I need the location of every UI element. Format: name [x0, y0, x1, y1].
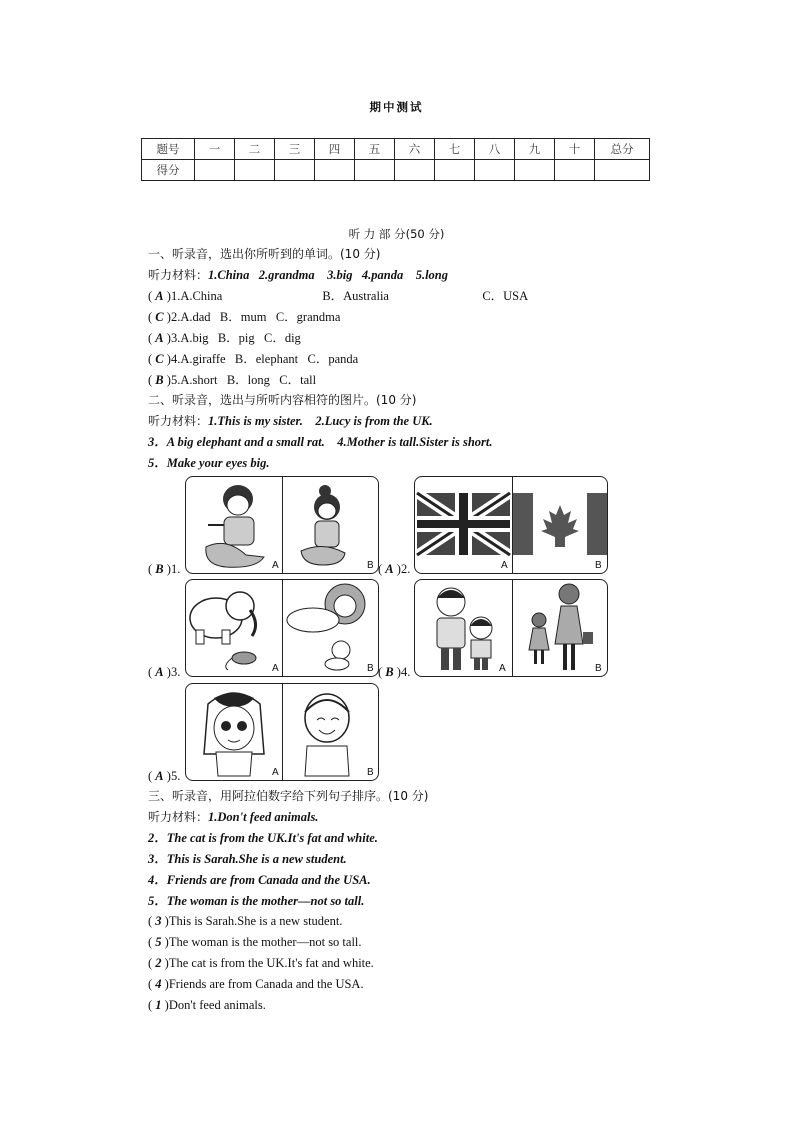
picture-option-a[interactable]: [415, 477, 512, 573]
score-input-cell[interactable]: [195, 160, 235, 181]
lion-and-dog-icon: [283, 580, 378, 676]
answer: 5: [155, 935, 162, 949]
picture-option-a[interactable]: [186, 684, 282, 780]
answer: C: [155, 310, 164, 324]
answer: 1: [155, 998, 162, 1012]
part1-question-5: ( B )5.A.short B．long C．tall: [148, 373, 317, 387]
material-text: 1.This is my sister. 2.Lucy is from the UK.: [208, 414, 433, 428]
option-b: B．Australia: [322, 289, 389, 303]
part3-answer-2: ( 5 )The woman is the mother—not so tall.: [148, 935, 362, 949]
part1-question-4: ( C )4.A.giraffe B．elephant C．panda: [148, 352, 359, 366]
picture-option-b[interactable]: [283, 477, 378, 573]
part2-question-3: ( A )3.: [148, 665, 181, 679]
material-label: 听力材料：: [148, 268, 209, 282]
picture-option-a[interactable]: [186, 477, 282, 573]
part3-material-line: 5．The woman is the mother—not so tall.: [148, 894, 365, 908]
label-b: B: [367, 767, 374, 778]
part2-question-1: ( B )1.: [148, 562, 181, 576]
label-b: B: [367, 560, 374, 571]
part3-material-line: 2．The cat is from the UK.It's fat and white.: [148, 831, 378, 845]
score-input-cell[interactable]: [355, 160, 395, 181]
option-c: C．grandma: [275, 310, 341, 324]
picture-pair-5: [185, 683, 379, 781]
part2-question-4: ( B )4.: [378, 665, 411, 679]
score-input-cell[interactable]: [395, 160, 435, 181]
option-b: B．long: [226, 373, 270, 387]
part3-material-line: 3．This is Sarah.She is a new student.: [148, 852, 347, 866]
option-b: B．elephant: [234, 352, 299, 366]
sentence: This is Sarah.She is a new student.: [168, 914, 343, 928]
answer: A: [155, 331, 164, 345]
picture-option-b[interactable]: [283, 580, 378, 676]
table-cell: 八: [475, 139, 515, 160]
part1-heading: 一、听录音，选出你所听到的单词。(10 分): [148, 247, 381, 261]
score-input-cell[interactable]: [555, 160, 595, 181]
sentence: Don't feed animals.: [168, 998, 266, 1012]
label-a: A: [272, 767, 279, 778]
question-number: 2.: [170, 310, 181, 324]
score-table-header-row: [142, 139, 650, 160]
option-b: B．mum: [219, 310, 267, 324]
question-number: 3.: [170, 331, 181, 345]
woman-and-girl-icon: [513, 580, 607, 676]
elephant-and-rat-icon: [186, 580, 282, 676]
score-input-cell[interactable]: [475, 160, 515, 181]
table-cell: 题号: [142, 139, 195, 160]
answer: A: [385, 562, 394, 576]
label-a: A: [499, 663, 506, 674]
option-c: C．USA: [482, 289, 529, 303]
picture-pair-1: [185, 476, 379, 574]
picture-pair-3: [185, 579, 379, 677]
part2-material: [148, 413, 433, 429]
table-cell: 一: [195, 139, 235, 160]
part2-question-5: ( A )5.: [148, 769, 181, 783]
table-cell: 三: [275, 139, 315, 160]
score-input-cell[interactable]: [435, 160, 475, 181]
part3-answer-4: ( 4 )Friends are from Canada and the USA.: [148, 977, 364, 991]
material-text: 1.China 2.grandma 3.big 4.panda 5.long: [208, 268, 448, 282]
score-input-cell[interactable]: [315, 160, 355, 181]
answer: A: [155, 769, 164, 783]
part1-question-3: ( A )3.A.big B．pig C．dig: [148, 331, 301, 345]
label-a: A: [501, 560, 508, 571]
table-cell: 总分: [595, 139, 650, 160]
question-number: 2.: [400, 562, 411, 576]
picture-option-b[interactable]: [513, 477, 607, 573]
part2-material-line2: 3．A big elephant and a small rat. 4.Mother is tall.Sister is short.: [148, 435, 493, 449]
table-cell: 十: [555, 139, 595, 160]
part3-answer-5: ( 1 )Don't feed animals.: [148, 998, 266, 1012]
score-input-cell[interactable]: [515, 160, 555, 181]
part3-material-line: 4．Friends are from Canada and the USA.: [148, 873, 371, 887]
question-number: 1.: [170, 562, 181, 576]
score-input-cell[interactable]: [235, 160, 275, 181]
option-b: B．pig: [217, 331, 255, 345]
question-number: 3.: [170, 665, 181, 679]
table-cell: 得分: [142, 160, 195, 181]
picture-option-a[interactable]: [415, 580, 512, 676]
part1-material: [148, 267, 448, 283]
boy-sitting-icon: [186, 477, 282, 573]
answer: A: [155, 665, 164, 679]
question-number: 4.: [400, 665, 411, 679]
score-table-score-row: [142, 160, 650, 181]
picture-option-b[interactable]: [283, 684, 378, 780]
sentence: Friends are from Canada and the USA.: [168, 977, 364, 991]
material-text: 1.Don't feed animals.: [208, 810, 319, 824]
part3-answer-1: ( 3 )This is Sarah.She is a new student.: [148, 914, 343, 928]
listening-section-header: 听 力 部 分(50 分): [348, 227, 445, 241]
material-label: 听力材料：: [148, 414, 209, 428]
answer: B: [155, 373, 164, 387]
answer: C: [155, 352, 164, 366]
option-a: A.big: [180, 331, 209, 345]
label-a: A: [272, 663, 279, 674]
picture-option-b[interactable]: [513, 580, 607, 676]
part3-heading: 三、听录音，用阿拉伯数字给下列句子排序。(10 分): [148, 789, 429, 803]
label-b: B: [595, 560, 602, 571]
girl-sitting-icon: [283, 477, 378, 573]
table-cell: 七: [435, 139, 475, 160]
man-and-boy-icon: [415, 580, 512, 676]
question-number: 5.: [170, 373, 181, 387]
answer: 4: [155, 977, 162, 991]
part3-answer-3: ( 2 )The cat is from the UK.It's fat and white.: [148, 956, 374, 970]
canada-flag-icon: [513, 477, 607, 573]
sentence: The woman is the mother—not so tall.: [168, 935, 362, 949]
picture-pair-4: [414, 579, 608, 677]
table-cell: 六: [395, 139, 435, 160]
material-label: 听力材料：: [148, 810, 209, 824]
uk-flag-icon: [415, 477, 512, 573]
part2-heading: 二、听录音，选出与所听内容相符的图片。(10 分): [148, 393, 417, 407]
score-input-cell[interactable]: [275, 160, 315, 181]
picture-pair-2: [414, 476, 608, 574]
option-a: A.giraffe: [180, 352, 226, 366]
table-cell: 九: [515, 139, 555, 160]
girl-smiling-icon: [283, 684, 378, 780]
table-cell: 四: [315, 139, 355, 160]
label-b: B: [595, 663, 602, 674]
question-number: 4.: [170, 352, 181, 366]
answer: B: [155, 562, 164, 576]
table-cell: 五: [355, 139, 395, 160]
question-number: 1.: [170, 289, 181, 303]
part1-question-2: ( C )2.A.dad B．mum C．grandma: [148, 310, 341, 324]
answer: 3: [155, 914, 162, 928]
answer: B: [385, 665, 394, 679]
page-title: 期中测试: [369, 100, 424, 114]
picture-option-a[interactable]: [186, 580, 282, 676]
option-c: C．dig: [264, 331, 301, 345]
part2-material-line3: 5．Make your eyes big.: [148, 456, 270, 470]
label-b: B: [367, 663, 374, 674]
label-a: A: [272, 560, 279, 571]
part2-question-2: ( A )2.: [378, 562, 411, 576]
table-cell: 二: [235, 139, 275, 160]
part1-question-1: ( A )1.A.China B．Australia C．USA: [148, 289, 529, 303]
option-a: A.dad: [180, 310, 211, 324]
answer: 2: [155, 956, 162, 970]
girl-big-eyes-icon: [186, 684, 282, 780]
option-c: C．panda: [307, 352, 359, 366]
option-a: A.China: [180, 289, 223, 303]
answer: A: [155, 289, 164, 303]
option-c: C．tall: [279, 373, 317, 387]
question-number: 5.: [170, 769, 181, 783]
score-table: [141, 138, 650, 181]
sentence: The cat is from the UK.It's fat and white.: [168, 956, 374, 970]
score-input-cell[interactable]: [595, 160, 650, 181]
part3-material: [148, 809, 318, 825]
option-a: A.short: [180, 373, 218, 387]
